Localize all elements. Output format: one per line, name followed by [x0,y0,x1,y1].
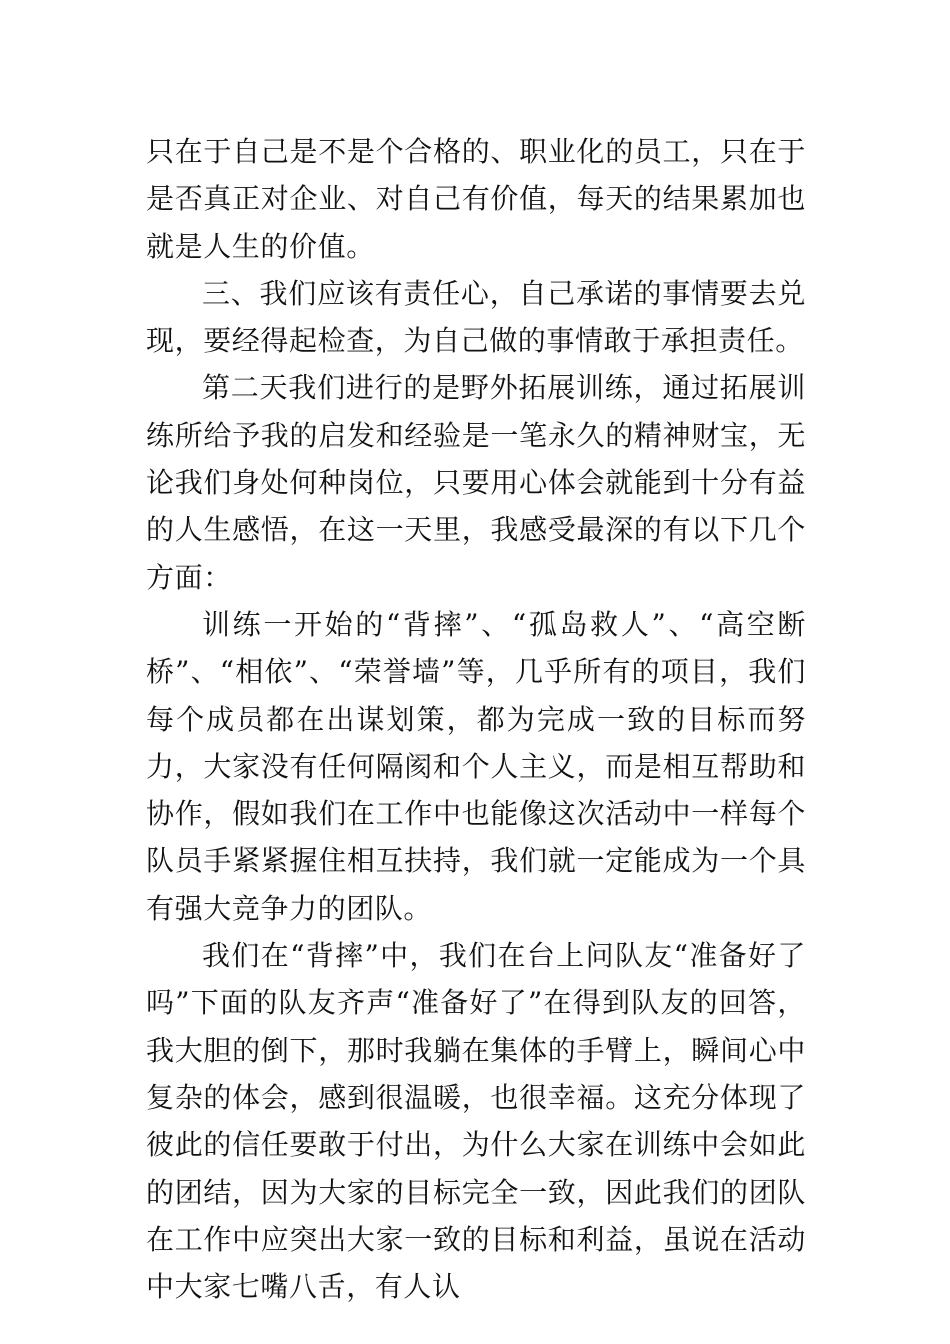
paragraph-1: 只在于自己是不是个合格的、职业化的员工，只在于是否真正对企业、对自己有价值，每天的结果累加也就是人生的价值。 [146,135,806,263]
document-body [146,128,806,1310]
paragraph-5: 我们在“背摔”中，我们在台上问队友“准备好了吗”下面的队友齐声“准备好了”在得到队友的回答，我大胆的倒下，那时我躺在集体的手臂上，瞬间心中复杂的体会，感到很温暖，也很幸福。这充分体现了彼此的信任要敢于付出，为什么大家在训练中会如此的团结，因为大家的目标完全一致，因此我们的团队在工作中应突出大家一致的目标和利益，虽说在活动中大家七嘴八舌，有人认 [146,939,806,1304]
paragraph-4: 训练一开始的“背摔”、“孤岛救人”、“高空断桥”、“相依”、“荣誉墙”等，几乎所有的项目，我们每个成员都在出谋划策，都为完成一致的目标而努力，大家没有任何隔阂和个人主义，而是相互帮助和协作，假如我们在工作中也能像这次活动中一样每个队员手紧紧握住相互扶持，我们就一定能成为一个具有强大竞争力的团队。 [146,607,806,925]
paragraph-2: 三、我们应该有责任心，自己承诺的事情要去兑现，要经得起检查，为自己做的事情敢于承担责任。 [146,276,806,358]
paragraph-3: 第二天我们进行的是野外拓展训练，通过拓展训练所给予我的启发和经验是一笔永久的精神财宝，无论我们身处何种岗位，只要用心体会就能到十分有益的人生感悟，在这一天里，我感受最深的有以下几个方面： [146,371,806,594]
